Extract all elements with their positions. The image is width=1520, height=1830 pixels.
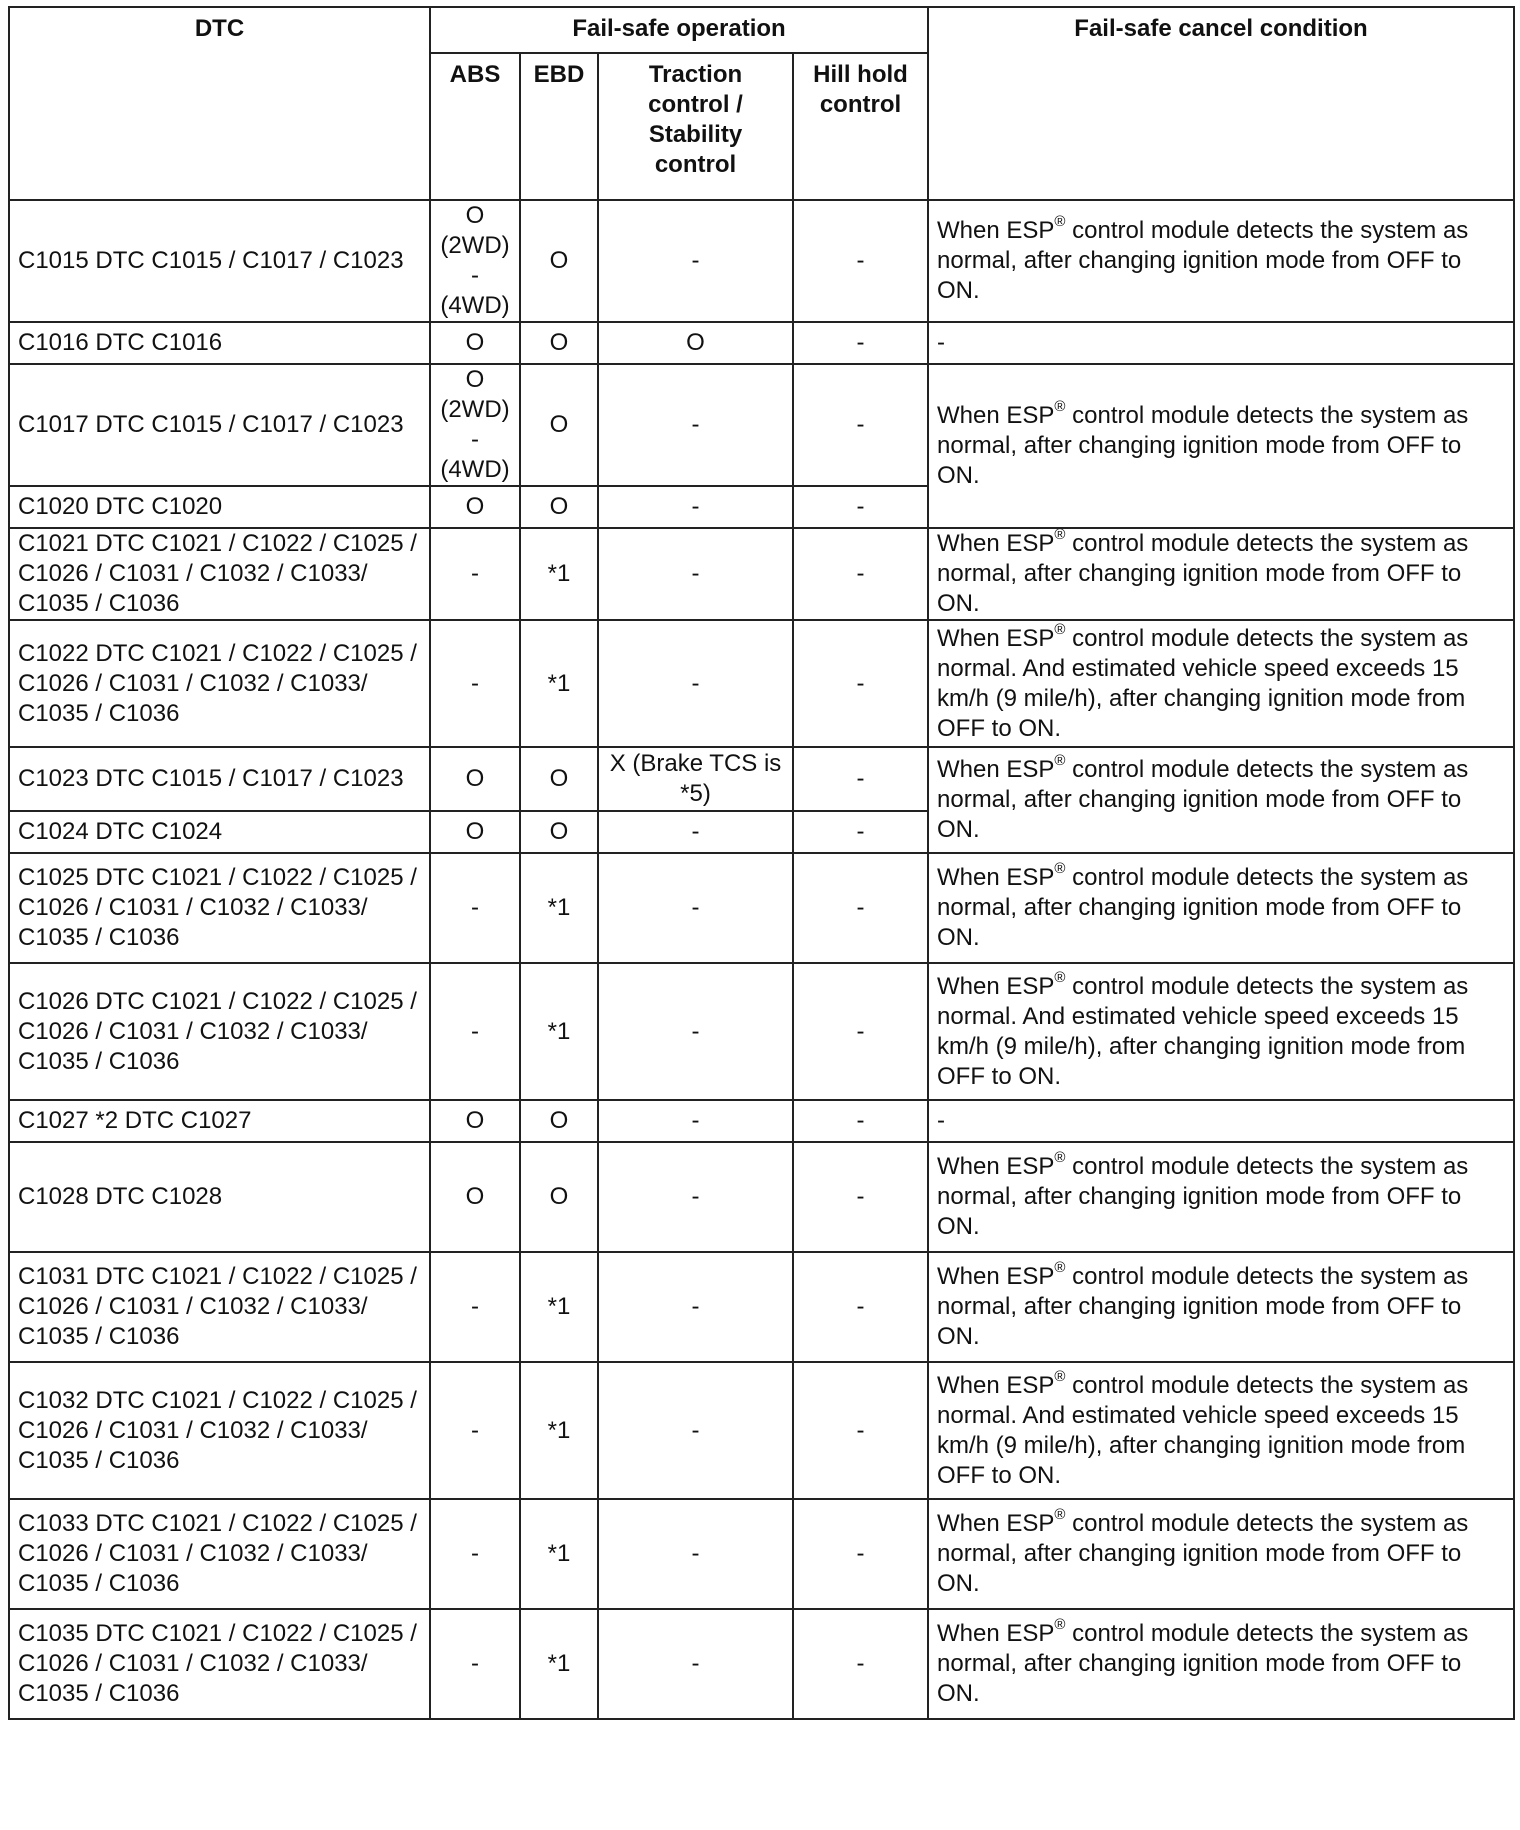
hill-hold-cell: - (793, 747, 928, 811)
registered-mark: ® (1054, 213, 1066, 230)
dtc-cell: C1028 DTC C1028 (9, 1142, 430, 1252)
ebd-cell: O (520, 1142, 598, 1252)
registered-mark: ® (1054, 526, 1066, 543)
cancel-condition-cell: - (928, 322, 1514, 364)
cancel-condition-text: control module detects the system as normal, after changing ignition mode from OFF to ON. (937, 530, 1469, 617)
abs-cell: - (430, 1362, 520, 1499)
cancel-esp-text: When ESP (937, 530, 1055, 557)
registered-mark: ® (1054, 1616, 1066, 1633)
table-row (9, 1142, 1514, 1252)
header-abs: ABS (430, 53, 520, 200)
traction-cell: - (598, 1609, 793, 1719)
cancel-esp-text: When ESP (937, 1510, 1055, 1537)
abs-cell: O (2WD) - (4WD) (430, 364, 520, 486)
cancel-esp-text: When ESP (937, 972, 1055, 1000)
traction-cell: X (Brake TCS is *5) (598, 747, 793, 811)
header-failsafe-operation: Fail-safe operation (430, 7, 928, 53)
ebd-cell: O (520, 811, 598, 853)
cancel-condition-cell (928, 853, 1514, 963)
ebd-cell: *1 (520, 1362, 598, 1499)
failsafe-table (8, 6, 1515, 1720)
dtc-cell: C1032 DTC C1021 / C1022 / C1025 / C1026 / C1031 / C1032 / C1033/ C1035 / C1036 (9, 1362, 430, 1499)
registered-mark: ® (1054, 968, 1066, 986)
abs-cell: - (430, 963, 520, 1100)
dtc-cell: C1025 DTC C1021 / C1022 / C1025 / C1026 / C1031 / C1032 / C1033/ C1035 / C1036 (9, 853, 430, 963)
table-row (9, 322, 1514, 364)
hill-hold-cell: - (793, 1362, 928, 1499)
ebd-cell: *1 (520, 963, 598, 1100)
abs-cell: O (430, 322, 520, 364)
abs-cell: O (430, 1142, 520, 1252)
dtc-cell: C1015 DTC C1015 / C1017 / C1023 (9, 200, 430, 322)
traction-cell: O (598, 322, 793, 364)
header-dtc: DTC (9, 7, 430, 200)
cancel-condition-text: control module detects the system as normal, after changing ignition mode from OFF to ON. (937, 1263, 1469, 1350)
table-row (9, 1252, 1514, 1362)
hill-hold-cell: - (793, 1142, 928, 1252)
ebd-cell: *1 (520, 853, 598, 963)
ebd-cell: O (520, 1100, 598, 1142)
registered-mark: ® (1054, 398, 1066, 415)
dtc-cell: C1021 DTC C1021 / C1022 / C1025 / C1026 / C1031 / C1032 / C1033/ C1035 / C1036 (9, 528, 430, 620)
cancel-condition-cell (928, 1609, 1514, 1719)
cancel-esp-text: When ESP (937, 217, 1055, 244)
hill-hold-cell: - (793, 528, 928, 620)
registered-mark: ® (1054, 1367, 1066, 1385)
abs-cell: - (430, 620, 520, 747)
abs-cell: - (430, 1252, 520, 1362)
traction-cell: - (598, 1362, 793, 1499)
dtc-cell: C1026 DTC C1021 / C1022 / C1025 / C1026 / C1031 / C1032 / C1033/ C1035 / C1036 (9, 963, 430, 1100)
registered-mark: ® (1054, 620, 1066, 638)
registered-mark: ® (1054, 1259, 1066, 1276)
table-row (9, 963, 1514, 1100)
cancel-condition-text: control module detects the system as normal, after changing ignition mode from OFF to ON. (937, 1153, 1469, 1240)
hill-hold-cell: - (793, 1499, 928, 1609)
abs-cell: - (430, 1609, 520, 1719)
abs-cell: - (430, 1499, 520, 1609)
table-row (9, 620, 1514, 747)
abs-cell: O (430, 811, 520, 853)
ebd-cell: O (520, 322, 598, 364)
traction-cell: - (598, 1100, 793, 1142)
traction-cell: - (598, 853, 793, 963)
table-body (9, 200, 1514, 1719)
abs-cell: O (2WD) - (4WD) (430, 200, 520, 322)
abs-cell: O (430, 486, 520, 528)
hill-hold-cell: - (793, 1100, 928, 1142)
cancel-esp-text: When ESP (937, 1371, 1055, 1399)
dtc-cell: C1023 DTC C1015 / C1017 / C1023 (9, 747, 430, 811)
header-traction-stability: Traction control / Stability control (598, 53, 793, 200)
traction-cell: - (598, 528, 793, 620)
cancel-condition-cell (928, 528, 1514, 620)
ebd-cell: *1 (520, 620, 598, 747)
hill-hold-cell: - (793, 322, 928, 364)
dtc-cell: C1031 DTC C1021 / C1022 / C1025 / C1026 / C1031 / C1032 / C1033/ C1035 / C1036 (9, 1252, 430, 1362)
abs-cell: - (430, 853, 520, 963)
table-row (9, 200, 1514, 322)
cancel-condition-text: control module detects the system as normal. And estimated vehicle speed exceeds 15 km/h (9 mile/h), after changing ignition mode from OFF to ON. (937, 624, 1469, 742)
cancel-esp-text: When ESP (937, 402, 1055, 429)
ebd-cell: O (520, 486, 598, 528)
cancel-esp-text: When ESP (937, 1620, 1055, 1647)
dtc-cell: C1022 DTC C1021 / C1022 / C1025 / C1026 / C1031 / C1032 / C1033/ C1035 / C1036 (9, 620, 430, 747)
traction-cell: - (598, 1499, 793, 1609)
header-ebd: EBD (520, 53, 598, 200)
ebd-cell: O (520, 747, 598, 811)
cancel-condition-cell (928, 1252, 1514, 1362)
traction-cell: - (598, 963, 793, 1100)
cancel-esp-text: When ESP (937, 1263, 1055, 1290)
hill-hold-cell: - (793, 853, 928, 963)
cancel-condition-cell: - (928, 1100, 1514, 1142)
table-row (9, 853, 1514, 963)
ebd-cell: *1 (520, 1252, 598, 1362)
ebd-cell: *1 (520, 1499, 598, 1609)
cancel-condition-text: control module detects the system as normal. And estimated vehicle speed exceeds 15 km/h (9 mile/h), after changing ignition mode from OFF to ON. (937, 972, 1469, 1090)
abs-cell: O (430, 1100, 520, 1142)
registered-mark: ® (1054, 752, 1066, 769)
cancel-condition-cell (928, 747, 1514, 853)
cancel-condition-text: control module detects the system as normal, after changing ignition mode from OFF to ON. (937, 1620, 1469, 1707)
ebd-cell: O (520, 200, 598, 322)
header-cancel-condition: Fail-safe cancel condition (928, 7, 1514, 200)
cancel-condition-cell (928, 620, 1514, 747)
dtc-cell: C1017 DTC C1015 / C1017 / C1023 (9, 364, 430, 486)
dtc-cell: C1033 DTC C1021 / C1022 / C1025 / C1026 / C1031 / C1032 / C1033/ C1035 / C1036 (9, 1499, 430, 1609)
cancel-condition-cell (928, 963, 1514, 1100)
hill-hold-cell: - (793, 364, 928, 486)
table-row (9, 1499, 1514, 1609)
cancel-esp-text: When ESP (937, 864, 1055, 891)
ebd-cell: *1 (520, 1609, 598, 1719)
cancel-condition-text: control module detects the system as normal, after changing ignition mode from OFF to ON. (937, 1510, 1469, 1597)
cancel-condition-text: control module detects the system as normal. And estimated vehicle speed exceeds 15 km/h (9 mile/h), after changing ignition mode from OFF to ON. (937, 1371, 1469, 1489)
registered-mark: ® (1054, 1149, 1066, 1166)
registered-mark: ® (1054, 860, 1066, 877)
ebd-cell: *1 (520, 528, 598, 620)
table-row (9, 747, 1514, 811)
registered-mark: ® (1054, 1506, 1066, 1523)
abs-cell: O (430, 747, 520, 811)
cancel-condition-text: control module detects the system as normal, after changing ignition mode from OFF to ON. (937, 864, 1469, 951)
traction-cell: - (598, 1142, 793, 1252)
hill-hold-cell: - (793, 1609, 928, 1719)
hill-hold-cell: - (793, 1252, 928, 1362)
cancel-condition-text: control module detects the system as normal, after changing ignition mode from OFF to ON. (937, 402, 1469, 489)
traction-cell: - (598, 364, 793, 486)
cancel-condition-cell (928, 200, 1514, 322)
table-row (9, 1362, 1514, 1499)
traction-cell: - (598, 1252, 793, 1362)
header-hill-hold: Hill hold control (793, 53, 928, 200)
ebd-cell: O (520, 364, 598, 486)
dtc-cell: C1020 DTC C1020 (9, 486, 430, 528)
table-row (9, 1100, 1514, 1142)
cancel-esp-text: When ESP (937, 756, 1055, 783)
cancel-esp-text: When ESP (937, 1153, 1055, 1180)
traction-cell: - (598, 620, 793, 747)
cancel-condition-text: control module detects the system as normal, after changing ignition mode from OFF to ON. (937, 217, 1469, 304)
abs-cell: - (430, 528, 520, 620)
dtc-cell: C1024 DTC C1024 (9, 811, 430, 853)
traction-cell: - (598, 486, 793, 528)
table-row (9, 1609, 1514, 1719)
hill-hold-cell: - (793, 620, 928, 747)
dtc-cell: C1027 *2 DTC C1027 (9, 1100, 430, 1142)
hill-hold-cell: - (793, 486, 928, 528)
hill-hold-cell: - (793, 200, 928, 322)
traction-cell: - (598, 200, 793, 322)
table-row (9, 528, 1514, 620)
traction-cell: - (598, 811, 793, 853)
table-row (9, 364, 1514, 486)
hill-hold-cell: - (793, 963, 928, 1100)
cancel-condition-text: control module detects the system as normal, after changing ignition mode from OFF to ON. (937, 756, 1469, 843)
dtc-cell: C1035 DTC C1021 / C1022 / C1025 / C1026 / C1031 / C1032 / C1033/ C1035 / C1036 (9, 1609, 430, 1719)
cancel-condition-cell (928, 1142, 1514, 1252)
cancel-esp-text: When ESP (937, 624, 1055, 652)
cancel-condition-cell (928, 1362, 1514, 1499)
cancel-condition-cell (928, 364, 1514, 528)
cancel-condition-cell (928, 1499, 1514, 1609)
dtc-cell: C1016 DTC C1016 (9, 322, 430, 364)
hill-hold-cell: - (793, 811, 928, 853)
